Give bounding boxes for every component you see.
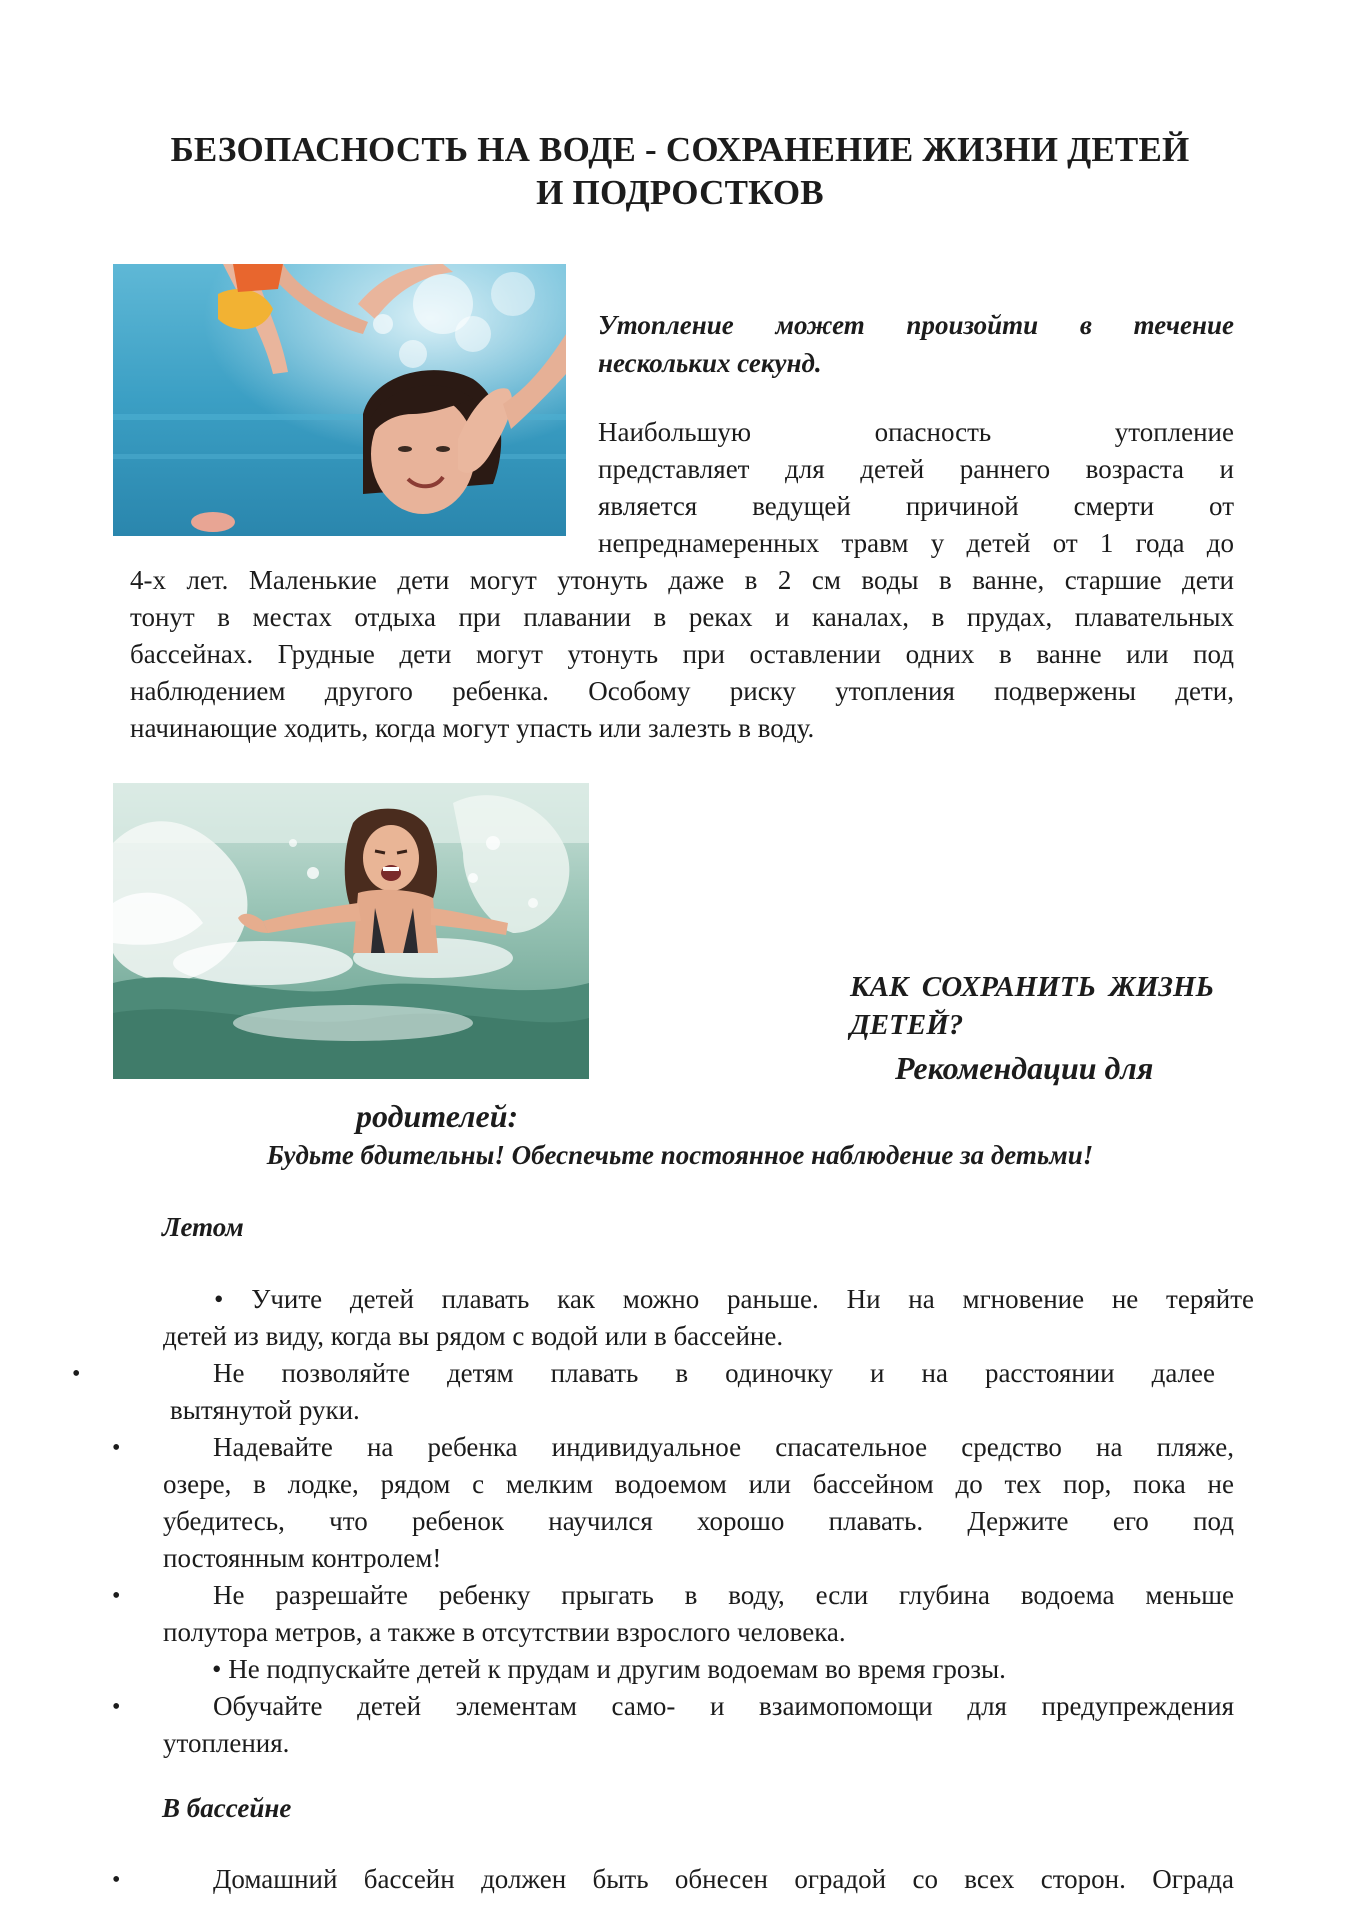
list-item-line: Надевайте на ребенка индивидуальное спасательное средство на пляже,	[213, 1432, 1234, 1462]
list-item-line: детей из виду, когда вы рядом с водой или в бассейне.	[163, 1321, 784, 1351]
title-line-2: И ПОДРОСТКОВ	[536, 173, 824, 212]
intro-line: непреднамеренных травм у детей от 1 года до	[598, 528, 1234, 558]
lead-line-1: Утопление может произойти в течение	[598, 310, 1234, 340]
page-title	[130, 128, 1230, 214]
bullet-icon: •	[112, 1435, 121, 1461]
list-item-line: • Учите детей плавать как можно раньше. Ни на мгновение не теряйте	[214, 1284, 1254, 1314]
list-item-line: • Не подпускайте детей к прудам и другим водоемам во время грозы.	[212, 1654, 1006, 1684]
bullet-icon: •	[112, 1694, 121, 1720]
recommendations-heading-part1: Рекомендации для	[895, 1050, 1154, 1086]
howto-line-1: КАК СОХРАНИТЬ ЖИЗНЬ	[850, 971, 1214, 1003]
bullet-icon: •	[112, 1583, 121, 1609]
howto-heading	[850, 968, 1270, 1044]
intro-line: представляет для детей раннего возраста и	[598, 454, 1234, 484]
intro-line: Наибольшую опасность утопление	[598, 417, 1234, 447]
section-heading-pool: В бассейне	[162, 1793, 292, 1823]
intro-paragraph-top	[598, 414, 1234, 562]
list-item-line: озере, в лодке, рядом с мелким водоемом или бассейном до тех пор, пока не	[163, 1469, 1234, 1499]
intro-line: начинающие ходить, когда могут упасть или залезть в воду.	[130, 713, 815, 743]
intro-line: 4-х лет. Маленькие дети могут утонуть даже в 2 см воды в ванне, старшие дети	[130, 565, 1234, 595]
section-heading-summer: Летом	[162, 1212, 244, 1242]
intro-line: является ведущей причиной смерти от	[598, 491, 1234, 521]
lead-line-2: нескольких секунд.	[598, 348, 822, 378]
howto-line-2: ДЕТЕЙ?	[850, 1009, 964, 1041]
intro-line: наблюдением другого ребенка. Особому риску утопления подвержены дети,	[130, 676, 1234, 706]
list-item-line: Домашний бассейн должен быть обнесен оградой со всех сторон. Ограда	[213, 1864, 1234, 1894]
list-item-line: вытянутой руки.	[170, 1395, 360, 1425]
list-item-line: постоянным контролем!	[163, 1543, 442, 1573]
bullet-icon: •	[72, 1361, 81, 1387]
intro-line: тонут в местах отдыха при плавании в реках и каналах, в прудах, плавательных	[130, 602, 1234, 632]
intro-line: бассейнах. Грудные дети могут утонуть при оставлении одних в ванне или под	[130, 639, 1234, 669]
title-line-1: БЕЗОПАСНОСТЬ НА ВОДЕ - СОХРАНЕНИЕ ЖИЗНИ ДЕТЕЙ	[170, 130, 1190, 169]
list-item-line: Не разрешайте ребенку прыгать в воду, если глубина водоема меньше	[213, 1580, 1234, 1610]
photo-children-underwater	[113, 264, 566, 536]
list-item-line: утопления.	[163, 1728, 290, 1758]
list-item-line: Обучайте детей элементам само- и взаимопомощи для предупреждения	[213, 1691, 1234, 1721]
recommendations-heading-part2: родителей:	[356, 1098, 519, 1134]
vigilant-callout: Будьте бдительны! Обеспечьте постоянное наблюдение за детьми!	[266, 1140, 1094, 1170]
list-item-line: убедитесь, что ребенок научился хорошо плавать. Держите его под	[163, 1506, 1234, 1536]
list-item-line: Не позволяйте детям плавать в одиночку и на расстоянии далее	[213, 1358, 1215, 1388]
lead-text	[598, 306, 1234, 382]
bullet-icon: •	[112, 1867, 121, 1893]
intro-paragraph-bottom	[130, 562, 1234, 747]
photo-girl-in-waves	[113, 783, 589, 1079]
list-item-line: полутора метров, а также в отсутствии взрослого человека.	[163, 1617, 846, 1647]
